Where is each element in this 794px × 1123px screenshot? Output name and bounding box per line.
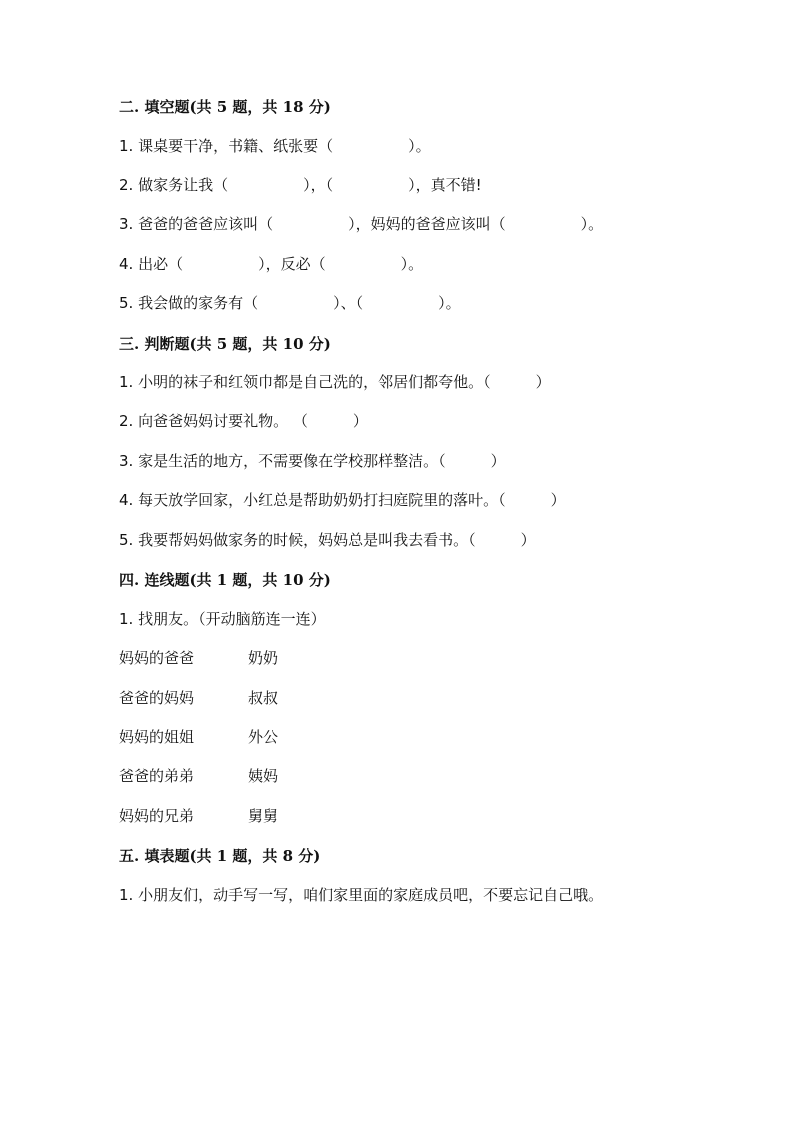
question-tf-1: 1. 小明的袜子和红领巾都是自己洗的，邻居们都夸他。（ ） <box>119 373 551 391</box>
question-fill-4: 4. 出必（ ），反必（ ）。 <box>119 255 424 273</box>
question-matching-1: 1. 找朋友。（开动脑筋连一连） <box>119 610 326 628</box>
match-left-item: 妈妈的姐姐 <box>119 728 195 746</box>
question-tf-4: 4. 每天放学回家，小红总是帮助奶奶打扫庭院里的落叶。（ ） <box>119 491 566 509</box>
section-heading-matching: 四. 连线题(共 1 题，共 10 分) <box>119 571 331 589</box>
section-heading-table-fill: 五. 填表题(共 1 题，共 8 分) <box>119 847 321 865</box>
match-right-item: 叔叔 <box>248 689 279 707</box>
match-left-item: 妈妈的兄弟 <box>119 807 195 825</box>
match-right-item: 舅舅 <box>248 807 279 825</box>
question-fill-2: 2. 做家务让我（ ），（ ），真不错! <box>119 176 482 194</box>
match-left-item: 爸爸的弟弟 <box>119 767 195 785</box>
match-left-item: 妈妈的爸爸 <box>119 649 195 667</box>
question-table-1: 1. 小朋友们，动手写一写，咱们家里面的家庭成员吧，不要忘记自己哦。 <box>119 886 604 904</box>
match-right-item: 奶奶 <box>248 649 279 667</box>
match-left-item: 爸爸的妈妈 <box>119 689 195 707</box>
question-tf-5: 5. 我要帮妈妈做家务的时候，妈妈总是叫我去看书。（ ） <box>119 531 536 549</box>
question-tf-3: 3. 家是生活的地方，不需要像在学校那样整洁。（ ） <box>119 452 506 470</box>
question-fill-1: 1. 课桌要干净，书籍、纸张要（ ）。 <box>119 137 431 155</box>
section-heading-fill-blank: 二. 填空题(共 5 题，共 18 分) <box>119 98 331 116</box>
match-right-item: 外公 <box>248 728 279 746</box>
section-heading-true-false: 三. 判断题(共 5 题，共 10 分) <box>119 335 331 353</box>
match-right-item: 姨妈 <box>248 767 279 785</box>
question-tf-2: 2. 向爸爸妈妈讨要礼物。 （ ） <box>119 412 368 430</box>
question-fill-5: 5. 我会做的家务有（ ）、（ ）。 <box>119 294 461 312</box>
question-fill-3: 3. 爸爸的爸爸应该叫（ ），妈妈的爸爸应该叫（ ）。 <box>119 215 604 233</box>
